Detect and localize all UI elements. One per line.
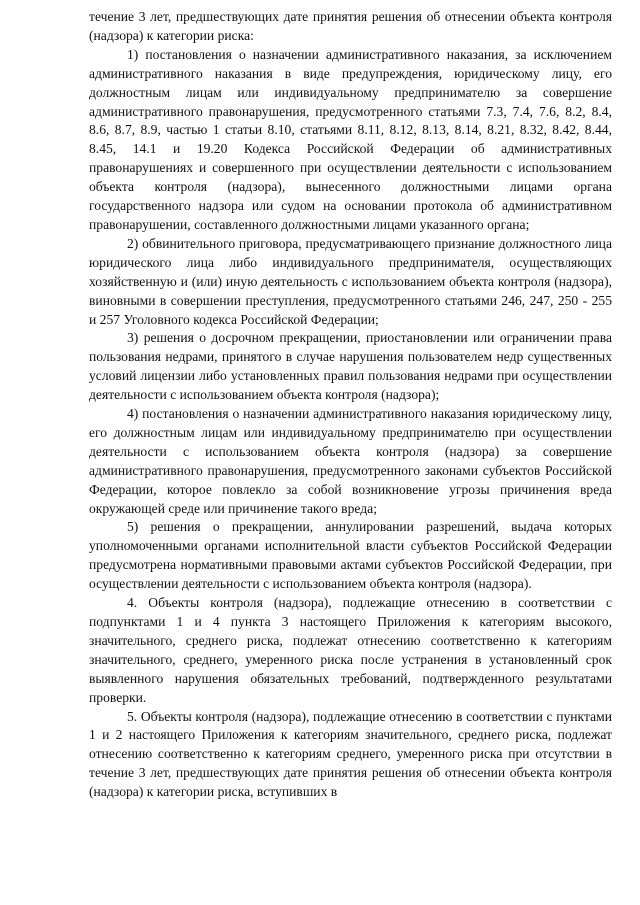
paragraph-item-3: 3) решения о досрочном прекращении, приостановлении или ограничении права пользования недрами, принятого в случае нарушения пользователем недр существенных условий лицензии либо установленных правил пользования недрами при осуществлении деятельности с использованием объекта контроля (надзора); <box>89 330 612 403</box>
paragraph-item-1: 1) постановления о назначении административного наказания, за исключением административного наказания в виде предупреждения, юридическому лицу, его должностным лицам или индивидуальному предпринимателю за совершение административного правонарушения, предусмотренного статьями 7.3, 7.4, 7.6, 8.2, 8.4, 8.6, 8.7, 8.9, частью 1 статьи 8.10, статьями 8.11, 8.12, 8.13, 8.14, 8.21, 8.32, 8.42, 8.44, 8.45, 14.1 и 19.20 Кодекса Российской Федерации об административных правонарушениях и совершенного при осуществлении деятельности с использованием объекта контроля (надзора), вынесенного должностными лицами органа государственного надзора или судом на основании протокола об административном правонарушении, составленного должностными лицами указанного органа; <box>89 46 612 232</box>
paragraph-continuation: течение 3 лет, предшествующих дате принятия решения об отнесении объекта контроля (надзора) к категории риска: <box>89 9 612 43</box>
paragraph-item-5: 5) решения о прекращении, аннулировании разрешений, выдача которых уполномоченными органами исполнительной власти субъектов Российской Федерации предусмотрена нормативными правовыми актами субъектов Российской Федерации, при осуществлении деятельности с использованием объекта контроля (надзора). <box>89 519 612 592</box>
paragraph-point-4: 4. Объекты контроля (надзора), подлежащие отнесению в соответствии с подпунктами 1 и 4 пункта 3 настоящего Приложения к категориям высокого, значительного, среднего риска, подлежат отнесению соответственно к категориям значительного, среднего, умеренного риска после устранения в установленный срок выявленного нарушения обязательных требований, подтвержденного результатами проверки. <box>89 595 612 705</box>
document-body <box>89 8 612 802</box>
paragraph-item-2: 2) обвинительного приговора, предусматривающего признание должностного лица юридического лица либо индивидуального предпринимателя, осуществляющих хозяйственную и (или) иную деятельность с использованием объекта контроля (надзора), виновными в совершении преступления, предусмотренного статьями 246, 247, 250 - 255 и 257 Уголовного кодекса Российской Федерации; <box>89 235 612 327</box>
paragraph-point-5: 5. Объекты контроля (надзора), подлежащие отнесению в соответствии с пунктами 1 и 2 настоящего Приложения к категориям значительного, среднего риска, подлежат отнесению соответственно к категориям среднего, умеренного риска при отсутствии в течение 3 лет, предшествующих дате принятия решения об отнесении объекта контроля (надзора) к категории риска, вступивших в <box>89 708 612 800</box>
paragraph-item-4: 4) постановления о назначении административного наказания юридическому лицу, его должностным лицам или индивидуальному предпринимателю при осуществлении деятельности с использованием объекта контроля (надзора) за совершение административного правонарушения, предусмотренного законами субъектов Российской Федерации, которое повлекло за собой возникновение угрозы причинения вреда окружающей среде или причинение такого вреда; <box>89 406 612 516</box>
